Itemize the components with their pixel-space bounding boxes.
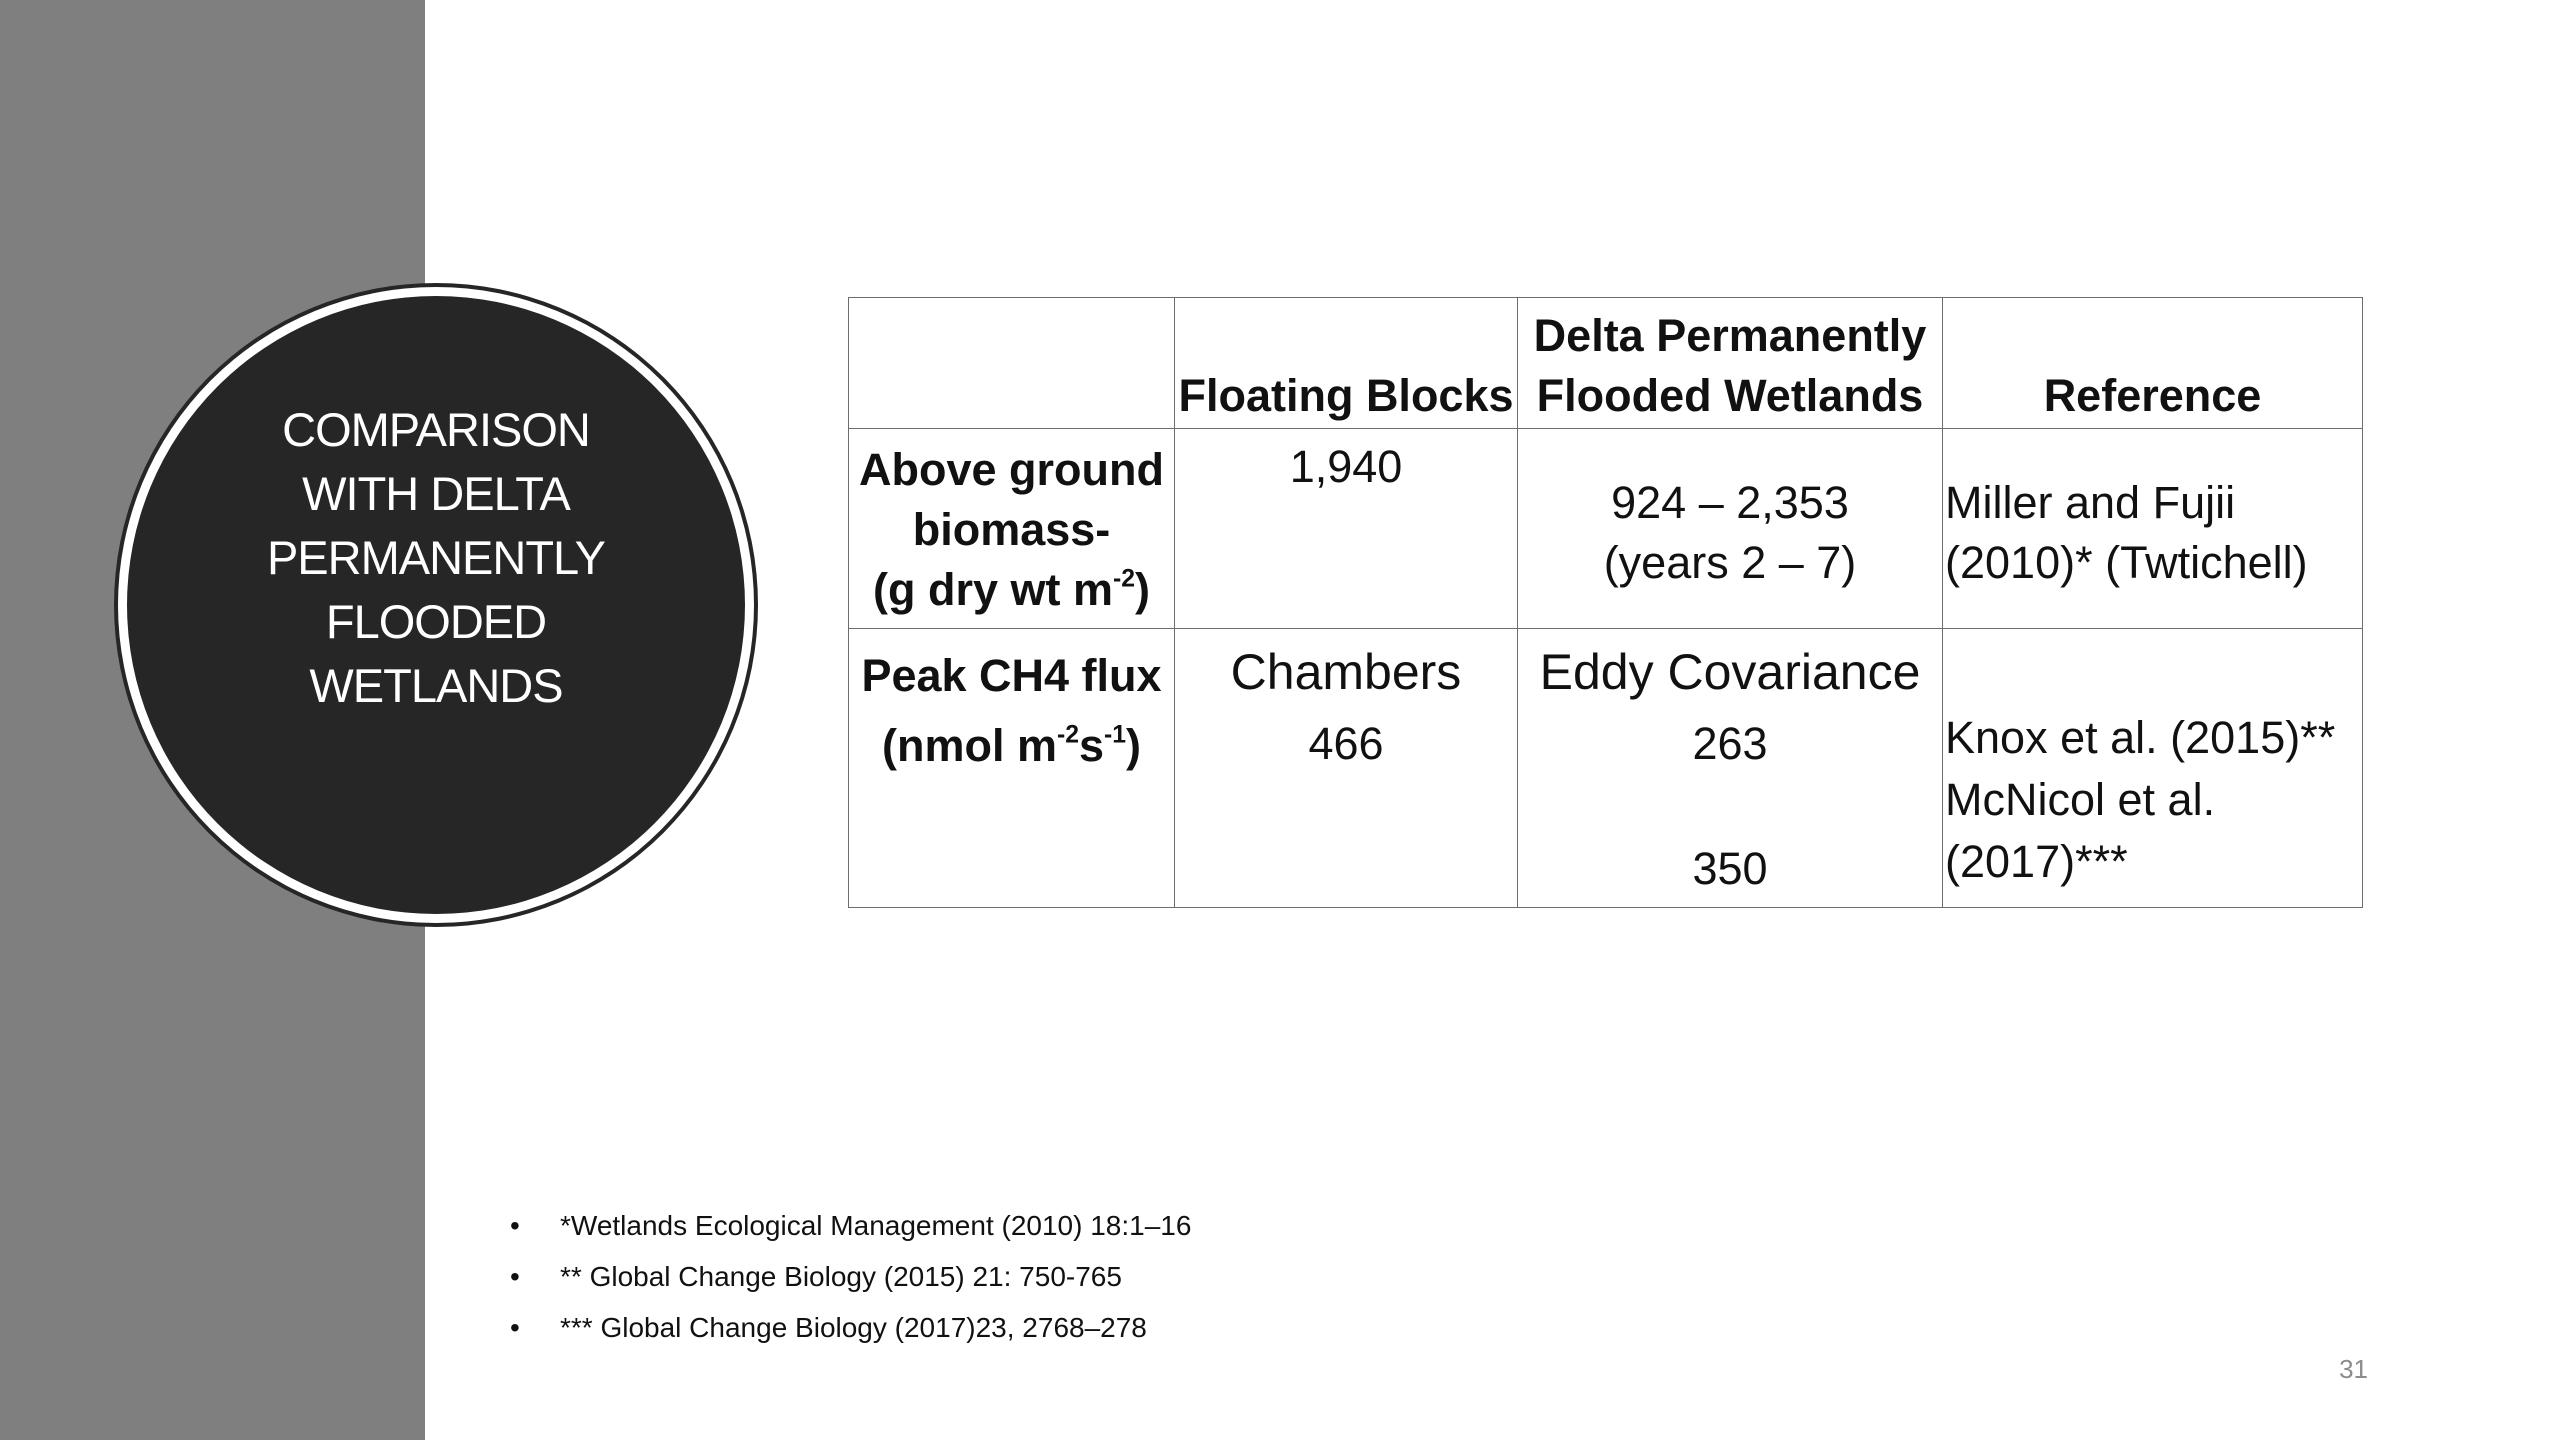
table-cell	[1518, 629, 1943, 908]
header-floating-blocks: Floating Blocks	[1178, 370, 1514, 421]
list-item: • *Wetlands Ecological Management (2010) 18:1–16	[508, 1200, 1191, 1251]
ch4-delta-value-2: 350	[1692, 843, 1768, 894]
header-reference: Reference	[2043, 370, 2262, 421]
ch4-reference-1: Knox et al. (2015)**	[1945, 712, 2336, 763]
ch4-delta-method: Eddy Covariance	[1539, 644, 1921, 700]
table-cell	[1175, 629, 1518, 908]
header-cell-reference	[1943, 298, 2363, 429]
table-cell	[1943, 429, 2363, 629]
list-item: • *** Global Change Biology (2017)23, 2768–278	[508, 1302, 1191, 1353]
table-row	[849, 629, 2363, 908]
row-label-ch4-line1: Peak CH4 flux	[861, 650, 1162, 701]
ch4-floating-value: 466	[1308, 718, 1384, 769]
header-cell-delta	[1518, 298, 1943, 429]
title-circle	[131, 300, 741, 910]
header-delta-line1: Delta Permanently	[1533, 310, 1927, 361]
biomass-reference-line1: Miller and Fujii	[1945, 476, 2236, 528]
row-label-ch4-units: (nmol $m^{-2}s^{-1}$)	[881, 720, 1142, 771]
slide-title-line: COMPARISON	[282, 402, 590, 456]
biomass-delta-range: 924 – 2,353	[1611, 476, 1849, 528]
slide-title-line: FLOODED	[325, 594, 547, 648]
slide-title	[226, 398, 646, 718]
slide-title-line: WETLANDS	[309, 658, 563, 712]
row-label-cell	[849, 629, 1175, 908]
table-cell	[1518, 429, 1943, 629]
row-label-biomass-units: (g dry wt $m^{-2}$)	[872, 564, 1151, 615]
table-cell	[1175, 429, 1518, 629]
comparison-table	[848, 297, 2363, 908]
ch4-reference-2-line2: (2017)***	[1945, 836, 2128, 887]
table-cell	[1943, 629, 2363, 908]
ch4-reference-2-line1: McNicol et al.	[1945, 774, 2216, 825]
biomass-reference-line2: (2010)* (Twtichell)	[1945, 536, 2308, 588]
biomass-floating-blocks: 1,940	[1289, 441, 1403, 492]
header-cell-empty	[849, 298, 1175, 429]
page-number: 31	[2339, 1354, 2368, 1384]
table-row	[849, 429, 2363, 629]
header-delta-line2: Flooded Wetlands	[1536, 370, 1924, 421]
row-label-biomass-line1: Above ground	[859, 444, 1164, 495]
comparison-table-wrapper	[848, 297, 2363, 908]
list-item: • ** Global Change Biology (2015) 21: 750-765	[508, 1251, 1191, 1302]
biomass-delta-years: (years 2 – 7)	[1603, 536, 1857, 588]
row-label-biomass-line2: biomass-	[912, 504, 1111, 555]
ch4-floating-method: Chambers	[1230, 644, 1462, 700]
table-header-row	[849, 298, 2363, 429]
slide-title-line: PERMANENTLY	[266, 530, 606, 584]
row-label-cell	[849, 429, 1175, 629]
ch4-delta-value-1: 263	[1692, 718, 1768, 769]
slide-title-line: WITH DELTA	[302, 466, 570, 520]
header-cell-floating-blocks	[1175, 298, 1518, 429]
reference-list	[508, 1200, 1191, 1353]
